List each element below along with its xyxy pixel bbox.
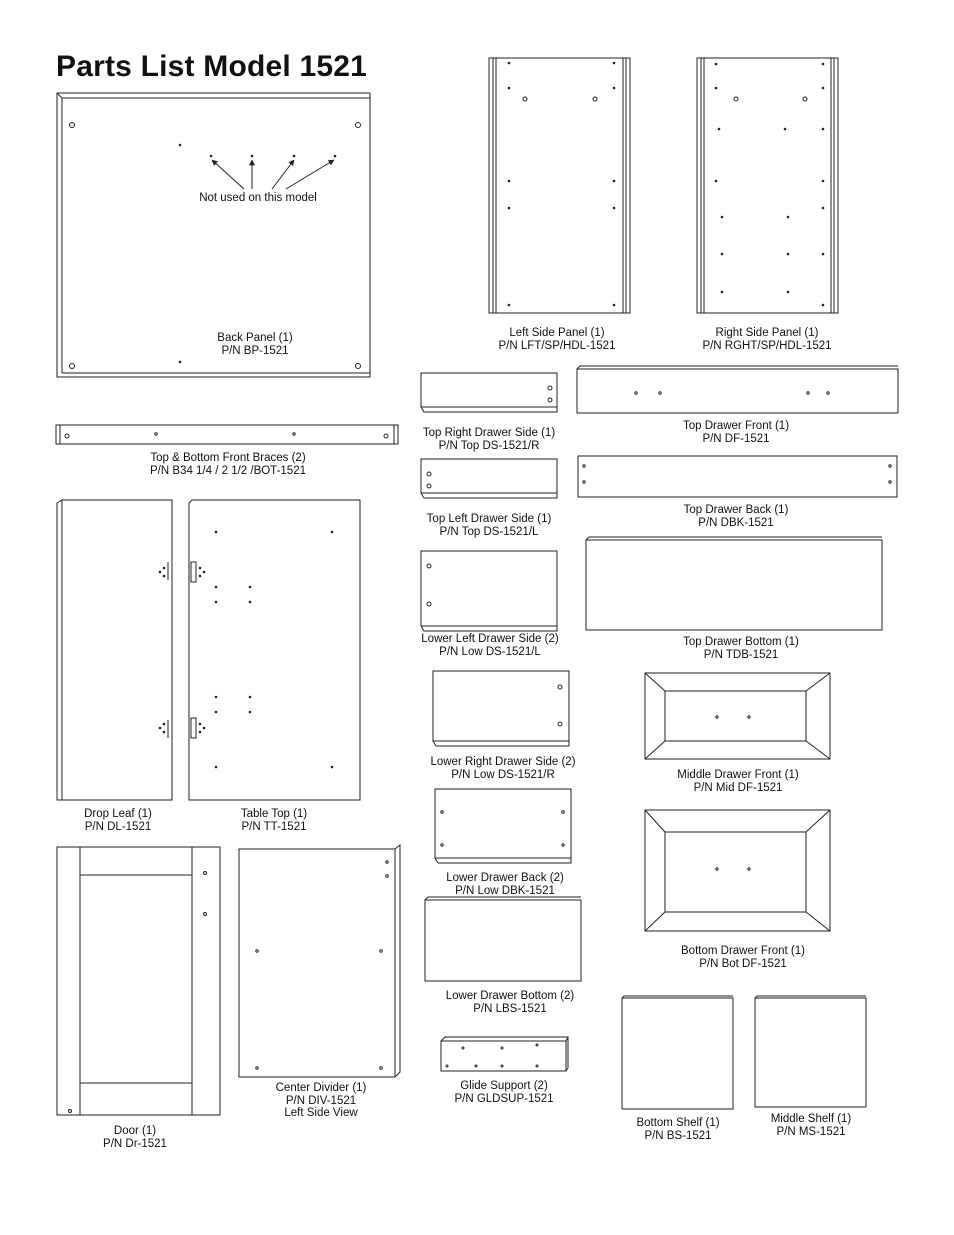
table-top-drawing bbox=[189, 500, 360, 800]
table-top-label: Table Top (1) P/N TT-1521 bbox=[240, 808, 308, 833]
door-drawing bbox=[57, 847, 220, 1115]
drop-leaf-label: Drop Leaf (1) P/N DL-1521 bbox=[84, 808, 152, 833]
top-left-drawer-side-drawing bbox=[421, 459, 557, 498]
bottom-shelf-drawing bbox=[622, 996, 733, 1109]
top-drawer-bottom-drawing bbox=[586, 537, 882, 630]
top-drawer-back-drawing bbox=[578, 456, 897, 497]
lower-drawer-back-drawing bbox=[435, 789, 571, 863]
center-divider-label: Center Divider (1) P/N DIV-1521 Left Side View bbox=[275, 1082, 367, 1119]
center-divider-drawing bbox=[239, 845, 400, 1077]
left-side-panel-drawing bbox=[489, 58, 630, 313]
not-used-annotation: Not used on this model bbox=[199, 192, 317, 204]
lower-drawer-bottom-label: Lower Drawer Bottom (2) P/N LBS-1521 bbox=[445, 990, 575, 1015]
middle-shelf-drawing bbox=[755, 996, 866, 1107]
lower-right-drawer-side-label: Lower Right Drawer Side (2) P/N Low DS-1521/R bbox=[430, 756, 576, 781]
top-drawer-front-drawing bbox=[577, 366, 898, 413]
lower-drawer-back-label: Lower Drawer Back (2) P/N Low DBK-1521 bbox=[446, 872, 564, 897]
bottom-drawer-front-drawing bbox=[645, 810, 830, 931]
left-side-panel-label: Left Side Panel (1) P/N LFT/SP/HDL-1521 bbox=[498, 327, 616, 352]
bottom-shelf-label: Bottom Shelf (1) P/N BS-1521 bbox=[636, 1117, 720, 1142]
door-label: Door (1) P/N Dr-1521 bbox=[103, 1125, 167, 1150]
lower-left-drawer-side-label: Lower Left Drawer Side (2) P/N Low DS-1521/L bbox=[421, 633, 559, 658]
middle-drawer-front-label: Middle Drawer Front (1) P/N Mid DF-1521 bbox=[677, 769, 799, 794]
bottom-drawer-front-label: Bottom Drawer Front (1) P/N Bot DF-1521 bbox=[681, 945, 805, 970]
lower-right-drawer-side-drawing bbox=[433, 671, 569, 746]
top-left-drawer-side-label: Top Left Drawer Side (1) P/N Top DS-1521/L bbox=[426, 513, 552, 538]
right-side-panel-label: Right Side Panel (1) P/N RGHT/SP/HDL-1521 bbox=[702, 327, 832, 352]
top-drawer-back-label: Top Drawer Back (1) P/N DBK-1521 bbox=[683, 504, 789, 529]
lower-left-drawer-side-drawing bbox=[421, 551, 557, 631]
front-braces-label: Top & Bottom Front Braces (2) P/N B34 1/4 / 2 1/2 /BOT-1521 bbox=[150, 452, 306, 477]
middle-drawer-front-drawing bbox=[645, 673, 830, 759]
right-side-panel-drawing bbox=[697, 58, 838, 313]
front-braces-drawing bbox=[56, 425, 398, 444]
middle-shelf-label: Middle Shelf (1) P/N MS-1521 bbox=[770, 1113, 852, 1138]
lower-drawer-bottom-drawing bbox=[425, 897, 581, 981]
top-right-drawer-side-label: Top Right Drawer Side (1) P/N Top DS-1521/R bbox=[422, 427, 556, 452]
drop-leaf-drawing bbox=[57, 500, 172, 800]
top-drawer-front-label: Top Drawer Front (1) P/N DF-1521 bbox=[682, 420, 790, 445]
glide-support-drawing bbox=[441, 1037, 568, 1071]
back-panel-label: Back Panel (1) P/N BP-1521 bbox=[217, 332, 293, 357]
page-title: Parts List Model 1521 bbox=[56, 50, 367, 83]
top-drawer-bottom-label: Top Drawer Bottom (1) P/N TDB-1521 bbox=[683, 636, 799, 661]
glide-support-label: Glide Support (2) P/N GLDSUP-1521 bbox=[454, 1080, 554, 1105]
top-right-drawer-side-drawing bbox=[421, 373, 557, 412]
back-panel-drawing bbox=[57, 93, 370, 377]
